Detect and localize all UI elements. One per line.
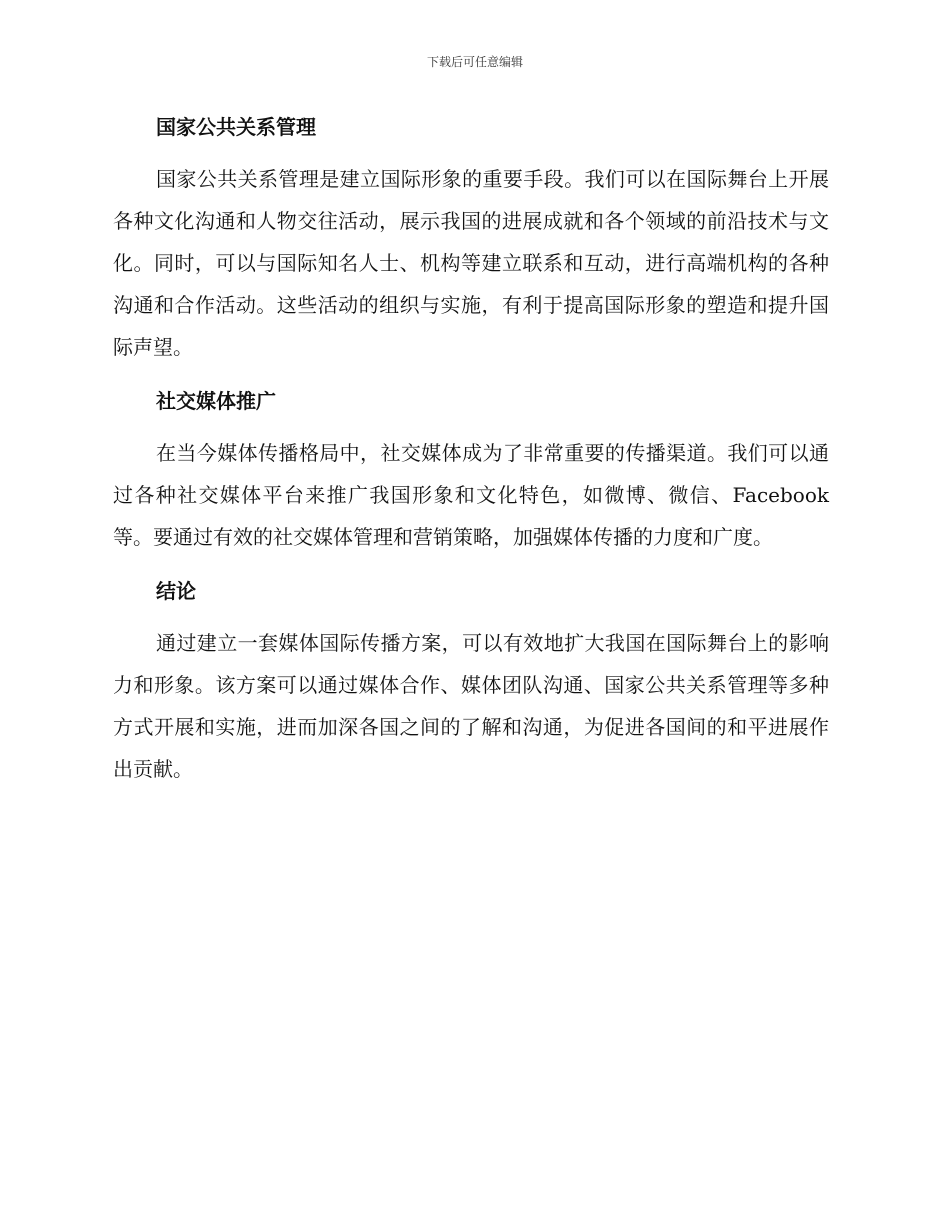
section-social-media bbox=[113, 380, 829, 558]
section-public-relations bbox=[113, 106, 829, 368]
page-header: 下载后可任意编辑 bbox=[426, 55, 523, 69]
section-paragraph: 在当今媒体传播格局中，社交媒体成为了非常重要的传播渠道。我们可以通过各种社交媒体平台来推广我国形象和文化特色，如微博、微信、Facebook 等。要通过有效的社交媒体管理和营销策略，加强媒体传播的力度和广度。 bbox=[113, 441, 829, 549]
section-heading: 结论 bbox=[156, 579, 196, 603]
section-conclusion bbox=[113, 570, 829, 790]
section-heading: 社交媒体推广 bbox=[156, 389, 276, 413]
section-heading: 国家公共关系管理 bbox=[156, 115, 316, 139]
document-body bbox=[113, 106, 829, 802]
section-paragraph: 通过建立一套媒体国际传播方案，可以有效地扩大我国在国际舞台上的影响力和形象。该方案可以通过媒体合作、媒体团队沟通、国家公共关系管理等多种方式开展和实施，进而加深各国之间的了解和沟通，为促进各国间的和平进展作出贡献。 bbox=[113, 631, 829, 781]
section-paragraph: 国家公共关系管理是建立国际形象的重要手段。我们可以在国际舞台上开展各种文化沟通和人物交往活动，展示我国的进展成就和各个领域的前沿技术与文化。同时，可以与国际知名人士、机构等建立联系和互动，进行高端机构的各种沟通和合作活动。这些活动的组织与实施，有利于提高国际形象的塑造和提升国际声望。 bbox=[113, 167, 829, 359]
